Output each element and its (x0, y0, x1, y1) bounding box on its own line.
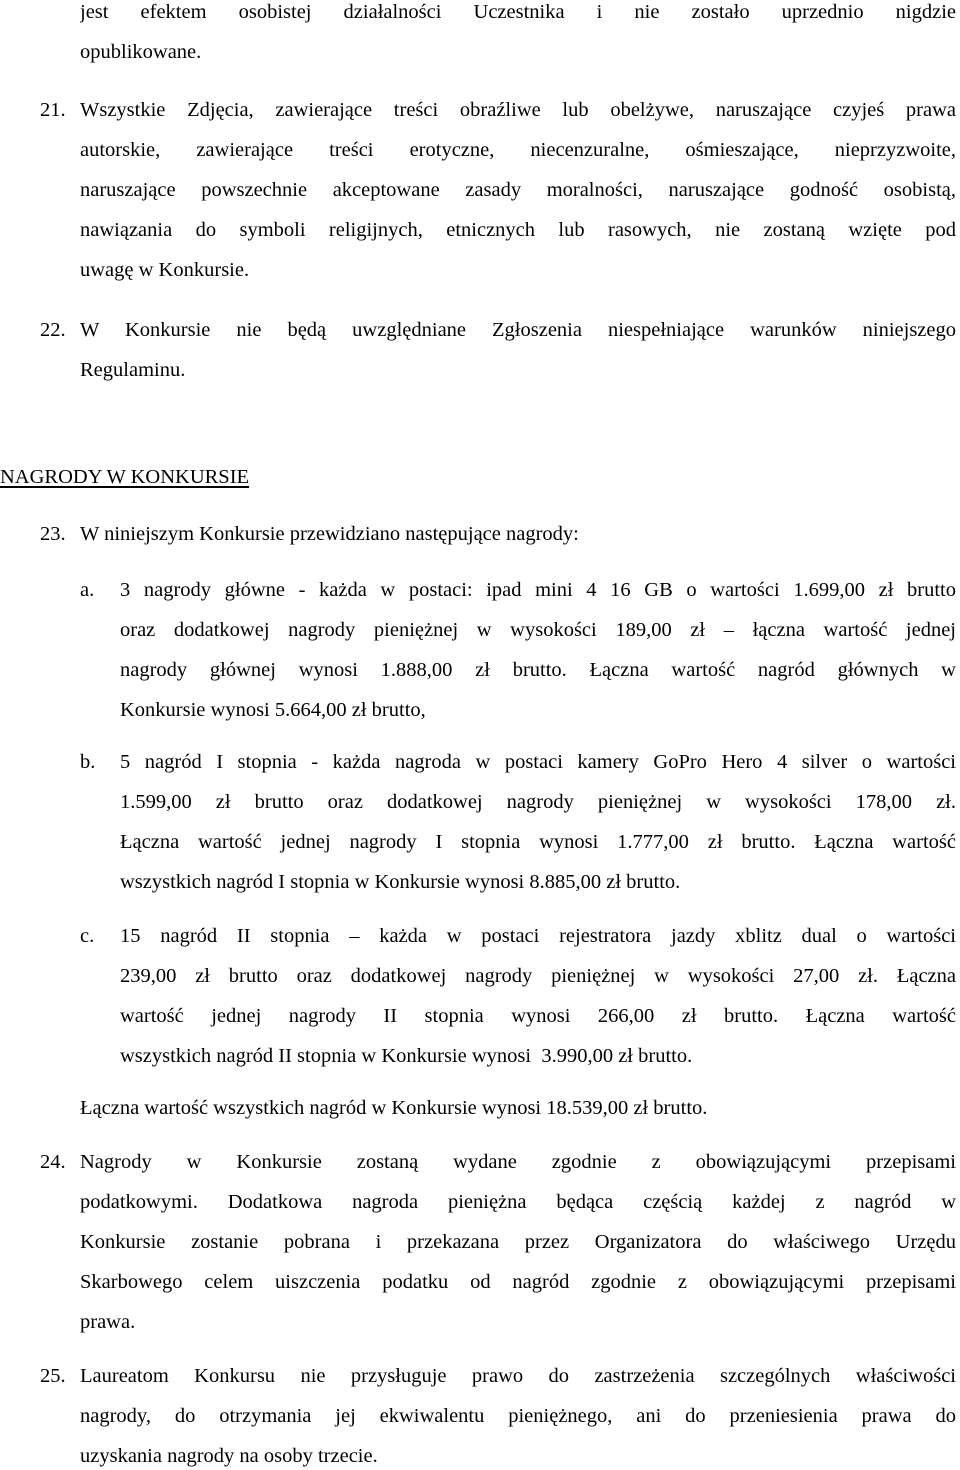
continuation-line-1: jest efektem osobistej działalności Uczestnika i nie zostało uprzednio nigdzie (80, 1, 956, 23)
sub-item-letter-b: b. (80, 751, 96, 773)
sub-item-b-line-1: 5 nagród I stopnia - każda nagroda w postaci kamery GoPro Hero 4 silver o wartości (120, 751, 956, 773)
sub-item-c-line-3: wartość jednej nagrody II stopnia wynosi 266,00 zł brutto. Łączna wartość (120, 1005, 956, 1027)
sub-item-a-line-3: nagrody głównej wynosi 1.888,00 zł brutto. Łączna wartość nagród głównych w (120, 659, 956, 681)
sub-item-c-line-1: 15 nagród II stopnia – każda w postaci rejestratora jazdy xblitz dual o wartości (120, 925, 956, 947)
section-heading: NAGRODY W KONKURSIE (0, 466, 250, 488)
item-25-line-2: nagrody, do otrzymania jej ekwiwalentu pieniężnego, ani do przeniesienia prawa do (80, 1405, 956, 1427)
item-25-line-3: uzyskania nagrody na osoby trzecie. (80, 1445, 378, 1467)
item-24-line-3: Konkursie zostanie pobrana i przekazana przez Organizatora do właściwego Urzędu (80, 1231, 956, 1253)
item-number-24: 24. (40, 1151, 66, 1173)
sub-item-b-line-3: Łączna wartość jednej nagrody I stopnia wynosi 1.777,00 zł brutto. Łączna wartość (120, 831, 956, 853)
item-22-line-2: Regulaminu. (80, 359, 186, 381)
item-24-line-4: Skarbowego celem uiszczenia podatku od nagród zgodnie z obowiązującymi przepisami (80, 1271, 956, 1293)
sub-item-b-line-4: wszystkich nagród I stopnia w Konkursie wynosi 8.885,00 zł brutto. (120, 871, 681, 893)
item-21-line-2: autorskie, zawierające treści erotyczne, niecenzuralne, ośmieszające, nieprzyzwoite, (80, 139, 956, 161)
sub-item-c-line-2: 239,00 zł brutto oraz dodatkowej nagrody pieniężnej w wysokości 27,00 zł. Łączna (120, 965, 956, 987)
total-prize-value: Łączna wartość wszystkich nagród w Konkursie wynosi 18.539,00 zł brutto. (80, 1097, 708, 1119)
sub-item-c-line-4: wszystkich nagród II stopnia w Konkursie wynosi 3.990,00 zł brutto. (120, 1045, 693, 1067)
sub-item-a-line-1: 3 nagrody główne - każda w postaci: ipad mini 4 16 GB o wartości 1.699,00 zł brutto (120, 579, 956, 601)
continuation-line-2: opublikowane. (80, 41, 202, 63)
sub-item-a-line-2: oraz dodatkowej nagrody pieniężnej w wysokości 189,00 zł – łączna wartość jednej (120, 619, 956, 641)
item-number-22: 22. (40, 319, 66, 341)
item-21-line-3: naruszające powszechnie akceptowane zasady moralności, naruszające godność osobistą, (80, 179, 956, 201)
sub-item-letter-a: a. (80, 579, 95, 601)
item-24-line-1: Nagrody w Konkursie zostaną wydane zgodnie z obowiązującymi przepisami (80, 1151, 956, 1173)
item-21-line-4: nawiązania do symboli religijnych, etnicznych lub rasowych, nie zostaną wzięte pod (80, 219, 956, 241)
item-23-text: W niniejszym Konkursie przewidziano następujące nagrody: (80, 523, 579, 545)
item-21-line-5: uwagę w Konkursie. (80, 259, 250, 281)
item-24-line-5: prawa. (80, 1311, 136, 1333)
item-22-line-1: W Konkursie nie będą uwzględniane Zgłoszenia niespełniające warunków niniejszego (80, 319, 956, 341)
item-number-23: 23. (40, 523, 66, 545)
item-number-25: 25. (40, 1365, 66, 1387)
item-number-21: 21. (40, 99, 66, 121)
item-25-line-1: Laureatom Konkursu nie przysługuje prawo do zastrzeżenia szczególnych właściwości (80, 1365, 956, 1387)
sub-item-letter-c: c. (80, 925, 95, 947)
sub-item-a-line-4: Konkursie wynosi 5.664,00 zł brutto, (120, 699, 426, 721)
sub-item-b-line-2: 1.599,00 zł brutto oraz dodatkowej nagrody pieniężnej w wysokości 178,00 zł. (120, 791, 956, 813)
item-21-line-1: Wszystkie Zdjęcia, zawierające treści obraźliwe lub obelżywe, naruszające czyjeś prawa (80, 99, 956, 121)
item-24-line-2: podatkowymi. Dodatkowa nagroda pieniężna będąca częścią każdej z nagród w (80, 1191, 956, 1213)
